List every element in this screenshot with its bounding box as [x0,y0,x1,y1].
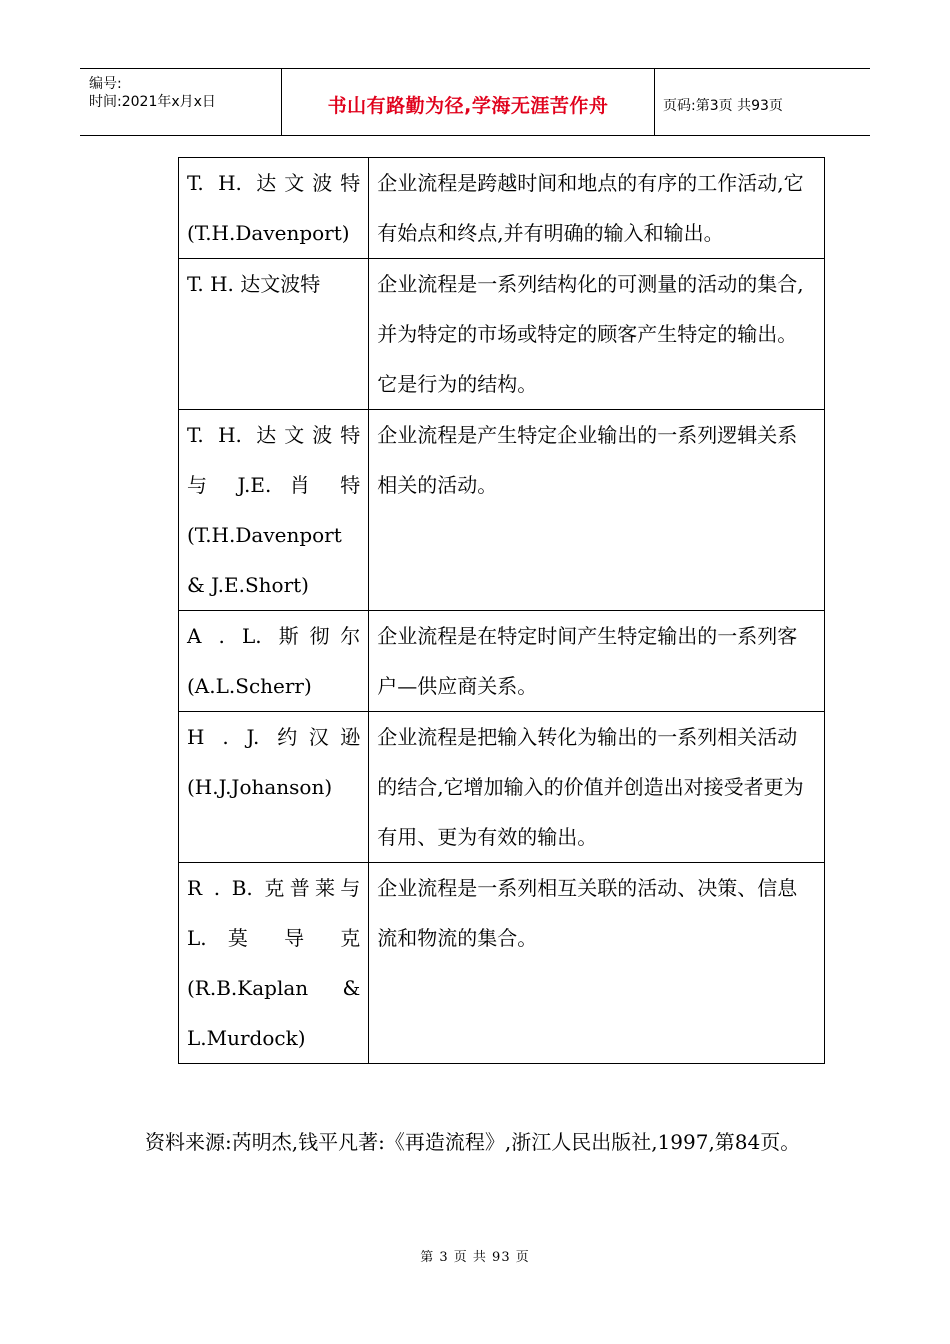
table-row [179,863,825,1064]
author-line: (R.B.Kaplan & [187,976,361,1000]
document-header [80,68,870,136]
author-line: (A.L.Scherr) [187,674,312,698]
table-row [179,158,825,259]
table-row [179,611,825,712]
header-meta-cell [80,69,282,135]
author-cell [179,712,369,863]
author-line: L. 莫 导 克 [187,926,361,950]
table-row [179,259,825,410]
header-motto: 书山有路勤为径,学海无涯苦作舟 [327,95,609,117]
definition-cell: 企业流程是一系列相互关联的活动、决策、信息流和物流的集合。 [369,863,825,1064]
author-line: (H.J.Johanson) [187,775,333,799]
author-cell [179,410,369,611]
author-line: T. H. 达文波特 [187,423,361,447]
definitions-table-body [179,158,825,1064]
table-row [179,410,825,611]
author-cell [179,158,369,259]
author-line: T. H. 达文波特 [187,171,361,195]
document-date: 时间:2021年x月x日 [89,94,216,110]
author-line: R . B. 克普莱与 [187,876,361,900]
author-line: L.Murdock) [187,1026,306,1050]
page-footer: 第 3 页 共 93 页 [420,1250,530,1265]
author-line: T. H. 达文波特 [187,272,321,296]
author-cell [179,611,369,712]
table-row [179,712,825,863]
author-line: A . L. 斯彻尔 [187,624,361,648]
header-page-info: 页码:第3页 共93页 [663,98,783,114]
definition-cell: 企业流程是把输入转化为输出的一系列相关活动的结合,它增加输入的价值并创造出对接受者更为有用、更为有效的输出。 [369,712,825,863]
header-motto-cell [282,69,655,135]
author-line: & J.E.Short) [187,573,309,597]
document-number-label: 编号: [89,76,122,92]
definition-cell: 企业流程是在特定时间产生特定输出的一系列客户—供应商关系。 [369,611,825,712]
author-cell [179,863,369,1064]
author-line: 与 J.E. 肖 特 [187,473,361,497]
definition-cell: 企业流程是跨越时间和地点的有序的工作活动,它有始点和终点,并有明确的输入和输出。 [369,158,825,259]
header-page-cell [655,69,870,135]
author-cell [179,259,369,410]
definition-cell: 企业流程是产生特定企业输出的一系列逻辑关系相关的活动。 [369,410,825,611]
source-note: 资料来源:芮明杰,钱平凡著:《再造流程》,浙江人民出版社,1997,第84页。 [145,1130,801,1154]
author-line: (T.H.Davenport [187,523,342,547]
author-line: (T.H.Davenport) [187,221,350,245]
author-line: H . J. 约汉逊 [187,725,361,749]
definition-cell: 企业流程是一系列结构化的可测量的活动的集合,并为特定的市场或特定的顾客产生特定的输出。它是行为的结构。 [369,259,825,410]
definitions-table [178,157,825,1064]
